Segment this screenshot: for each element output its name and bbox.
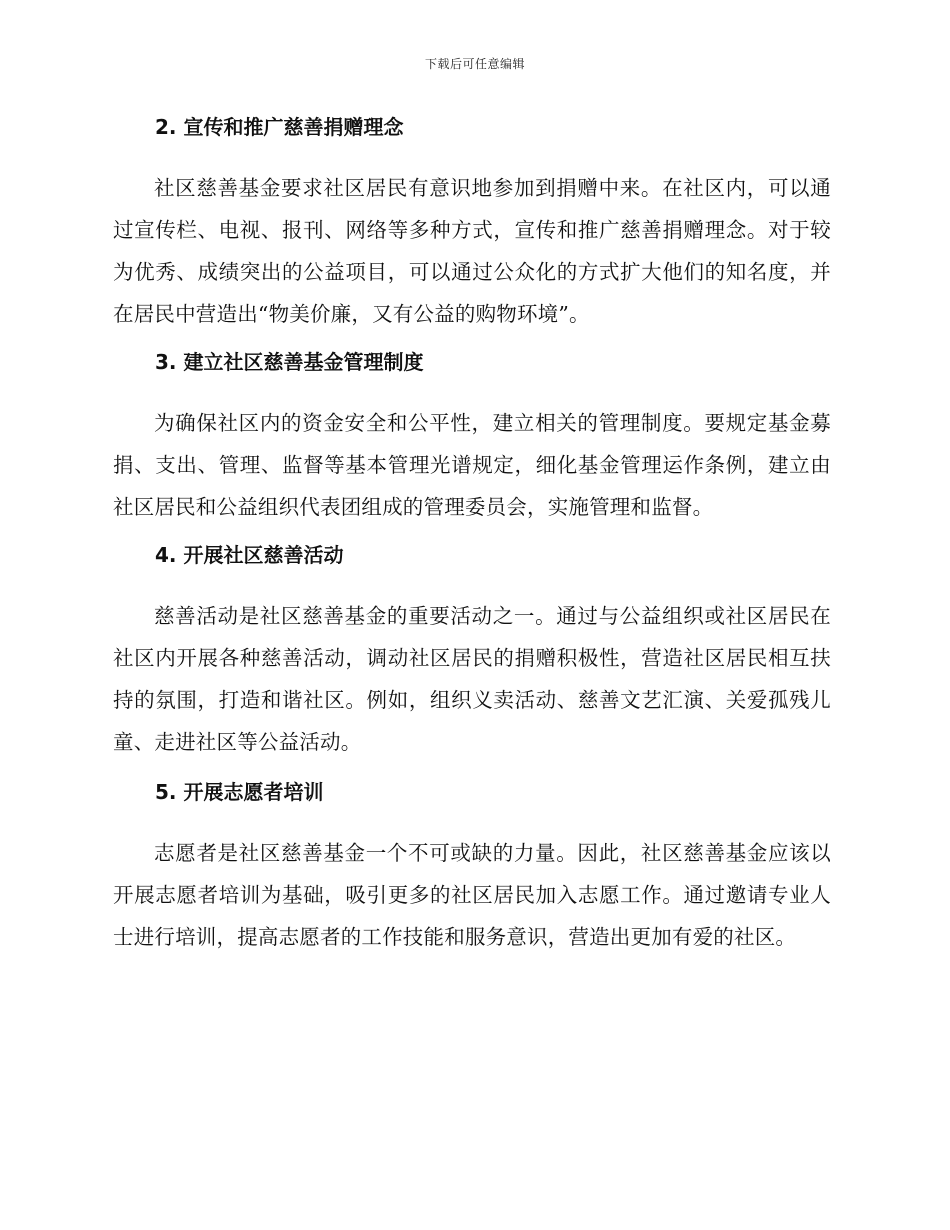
section-publicity [113,113,831,335]
section-heading: 5. 开展志愿者培训 [155,780,324,804]
section-heading: 3. 建立社区慈善基金管理制度 [155,350,424,374]
section-heading: 4. 开展社区慈善活动 [155,543,344,567]
header-note: 下载后可任意编辑 [424,57,525,71]
section-volunteer-training [113,778,831,958]
section-paragraph: 社区慈善基金要求社区居民有意识地参加到捐赠中来。在社区内，可以通过宣传栏、电视、报刊、网络等多种方式，宣传和推广慈善捐赠理念。对于较为优秀、成绩突出的公益项目，可以通过公众化的方式扩大他们的知名度，并在居民中营造出“物美价廉，又有公益的购物环境”。 [113,176,831,326]
section-paragraph: 慈善活动是社区慈善基金的重要活动之一。通过与公益组织或社区居民在社区内开展各种慈善活动，调动社区居民的捐赠积极性，营造社区居民相互扶持的氛围，打造和谐社区。例如，组织义卖活动、慈善文艺汇演、关爱孤残儿童、走进社区等公益活动。 [113,604,831,754]
section-charity-activities [113,541,831,763]
section-paragraph: 志愿者是社区慈善基金一个不可或缺的力量。因此，社区慈善基金应该以开展志愿者培训为基础，吸引更多的社区居民加入志愿工作。通过邀请专业人士进行培训，提高志愿者的工作技能和服务意识，营造出更加有爱的社区。 [113,841,831,949]
section-paragraph: 为确保社区内的资金安全和公平性，建立相关的管理制度。要规定基金募捐、支出、管理、监督等基本管理光谱规定，细化基金管理运作条例，建立由社区居民和公益组织代表团组成的管理委员会，实施管理和监督。 [113,411,831,519]
section-management-system [113,348,831,528]
section-heading: 2. 宣传和推广慈善捐赠理念 [155,115,404,139]
